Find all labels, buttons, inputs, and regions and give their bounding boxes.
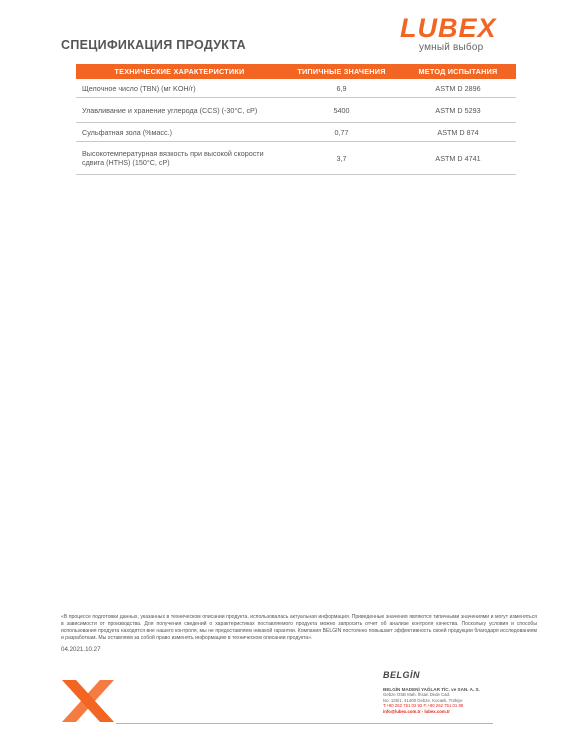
cell-value: 0,77	[283, 123, 400, 142]
x-brand-icon	[58, 676, 118, 731]
brand-slogan: умный выбор	[419, 42, 484, 53]
company-website-link[interactable]: info@lubex.com.tr - lubex.com.tr	[383, 708, 450, 714]
cell-value: 5400	[283, 98, 400, 123]
cell-method: ASTM D 5293	[400, 98, 516, 123]
cell-method: ASTM D 874	[400, 123, 516, 142]
document-date: 04.2021.10.27	[61, 646, 101, 653]
company-address-line-1: Gebze OSB Mah. İhsan Dede Cad.	[383, 692, 451, 697]
cell-value: 3,7	[283, 142, 400, 175]
table-row	[76, 79, 516, 98]
brand-logo	[398, 12, 510, 42]
spec-table	[76, 64, 516, 175]
cell-parameter: Щелочное число (TBN) (мг KOH/г)	[76, 79, 283, 98]
brand-wordmark: LUBEX	[400, 13, 497, 42]
column-header-method: МЕТОД ИСПЫТАНИЯ	[400, 64, 516, 79]
column-header-value: ТИПИЧНЫЕ ЗНАЧЕНИЯ	[283, 64, 400, 79]
cell-value: 6,9	[283, 79, 400, 98]
company-name: BELGİN MADENİ YAĞLAR TİC. ve SAN. A. S.	[383, 687, 480, 692]
page-title: СПЕЦИФИКАЦИЯ ПРОДУКТА	[61, 38, 247, 52]
cell-parameter: Улавливание и хранение углерода (CCS) (-30°C, cP)	[76, 98, 283, 123]
company-phone: T:+90 262 751 02 92 F:+90 262 751 01 98	[383, 703, 464, 709]
table-row	[76, 123, 516, 142]
footer-divider	[116, 723, 493, 724]
cell-parameter: Сульфатная зола (%масс.)	[76, 123, 283, 142]
company-address-line-2: No: 125/1, 41400 Gebze, Kocaeli, Türkiye	[383, 697, 463, 703]
belgin-logo: BELGİN	[383, 670, 421, 680]
table-header-row	[76, 64, 516, 79]
lubex-logo-graphic	[398, 12, 510, 42]
company-info	[383, 670, 533, 714]
cell-parameter: Высокотемпературная вязкость при высокой скорости сдвига (HTHS) (150°C, cP)	[76, 142, 283, 175]
cell-method: ASTM D 2896	[400, 79, 516, 98]
column-header-parameter: ТЕХНИЧЕСКИЕ ХАРАКТЕРИСТИКИ	[76, 64, 283, 79]
cell-method: ASTM D 4741	[400, 142, 516, 175]
table-row	[76, 98, 516, 123]
table-row	[76, 142, 516, 175]
disclaimer-text: «В процессе подготовки данных, указанных в техническом описании продукта, использовалась актуальная информация. Приведенные значения являются типичными значениями и могут изменяться в зависимости от производства. Для получения сведений о характеристиках поставляемого продукта можно запросить отчет об анализе контроля качества. Поскольку условия и способы использования продукта находятся вне нашего контроля, мы не предоставляем никакой гарантии. Компания BELGIN постоянно повышает эффективность своей продукции благодаря исследованиям и разработкам. Мы оставляем за собой право изменять информацию в техническом описании продукта».	[61, 614, 537, 641]
